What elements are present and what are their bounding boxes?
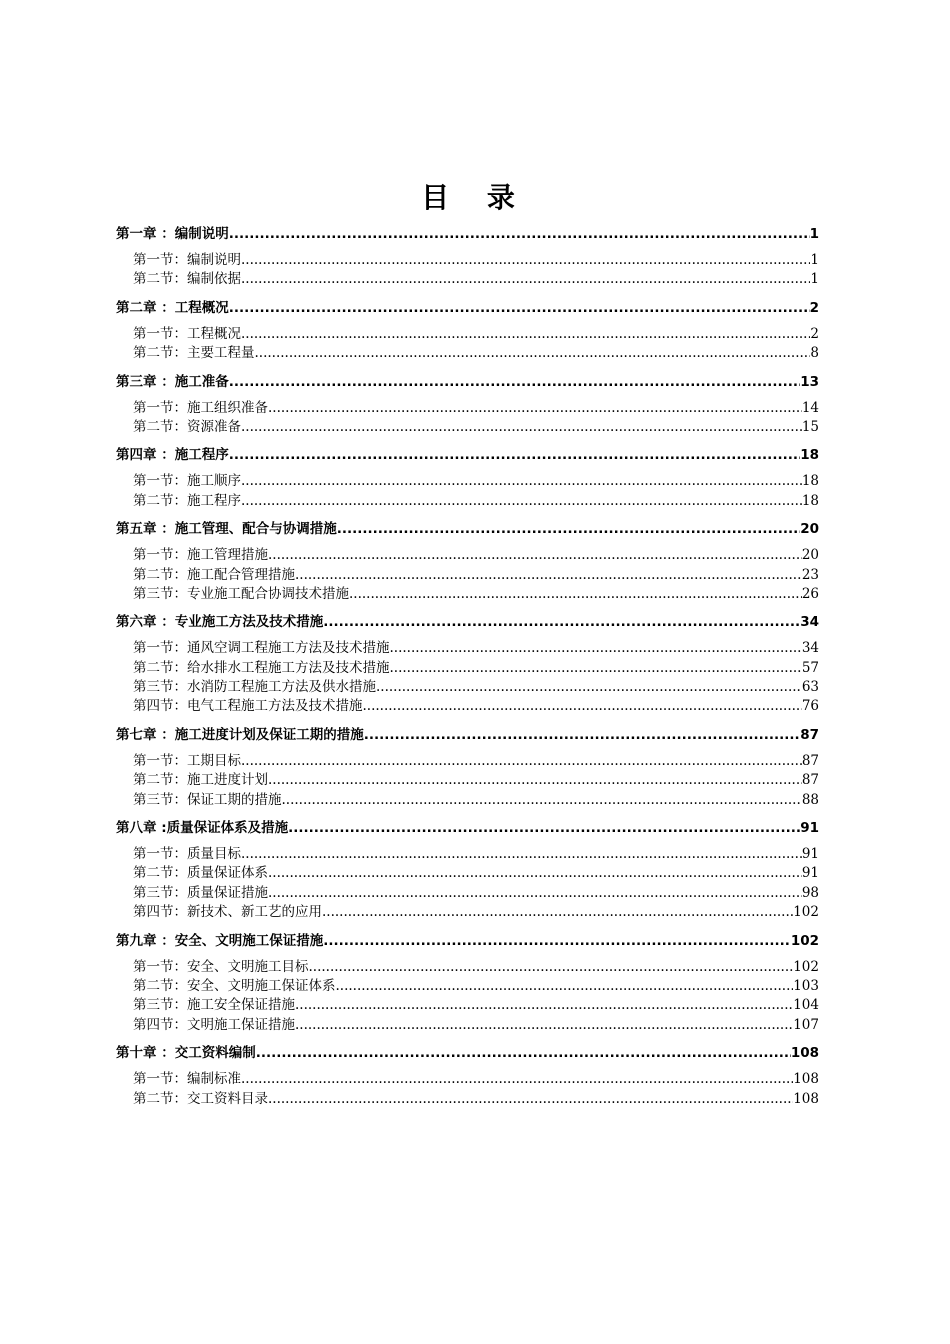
- chapter-page-number: 91: [800, 820, 819, 837]
- toc-chapter-entry[interactable]: [116, 296, 819, 320]
- section-title: 第二节：施工配合管理措施: [133, 566, 295, 583]
- table-of-contents: [116, 222, 819, 1109]
- toc-section-entry[interactable]: [116, 903, 819, 922]
- dot-leader: [322, 903, 793, 922]
- dot-leader: [241, 325, 810, 344]
- dot-leader: [295, 996, 793, 1015]
- section-title: 第三节：专业施工配合协调技术措施: [133, 585, 349, 602]
- toc-section-entry[interactable]: [116, 344, 819, 363]
- dot-leader: [288, 816, 800, 840]
- dot-leader: [282, 791, 802, 810]
- chapter-page-number: 2: [809, 299, 819, 316]
- toc-section-entry[interactable]: [116, 791, 819, 810]
- toc-section-entry[interactable]: [116, 270, 819, 289]
- dot-leader: [256, 1041, 791, 1065]
- section-page-number: 63: [801, 679, 819, 696]
- toc-section-entry[interactable]: [116, 639, 819, 658]
- section-title: 第一节：施工管理措施: [133, 547, 268, 564]
- section-page-number: 108: [793, 1071, 819, 1088]
- section-title: 第一节：通风空调工程施工方法及技术措施: [133, 640, 390, 657]
- section-page-number: 91: [801, 846, 819, 863]
- section-page-number: 1: [810, 252, 819, 268]
- dot-leader: [295, 566, 802, 585]
- toc-chapter-entry[interactable]: [116, 1041, 819, 1065]
- chapter-page-number: 108: [790, 1045, 819, 1062]
- toc-section-entry[interactable]: [116, 771, 819, 790]
- section-page-number: 15: [801, 418, 819, 435]
- dot-leader: [376, 678, 802, 697]
- section-title: 第一节：编制标准: [133, 1071, 241, 1088]
- section-page-number: 108: [793, 1090, 819, 1107]
- toc-section-entry[interactable]: [116, 325, 819, 344]
- dot-leader: [390, 659, 802, 678]
- section-page-number: 88: [801, 791, 819, 808]
- section-page-number: 57: [801, 659, 819, 676]
- section-page-number: 1: [810, 271, 819, 288]
- chapter-page-number: 102: [790, 932, 819, 949]
- toc-section-entry[interactable]: [116, 958, 819, 977]
- dot-leader: [241, 1070, 793, 1089]
- toc-section-entry[interactable]: [116, 472, 819, 491]
- chapter-title: 第八章 :质量保证体系及措施: [116, 820, 289, 837]
- dot-leader: [255, 344, 811, 363]
- chapter-page-number: 18: [800, 447, 819, 464]
- dot-leader: [241, 752, 802, 771]
- section-title: 第三节：保证工期的措施: [133, 791, 282, 808]
- dot-leader: [268, 1090, 793, 1109]
- section-title: 第二节：交工资料目录: [133, 1090, 268, 1107]
- toc-section-entry[interactable]: [116, 1016, 819, 1035]
- section-title: 第二节：质量保证体系: [133, 865, 268, 882]
- toc-section-entry[interactable]: [116, 977, 819, 996]
- section-title: 第一节：安全、文明施工目标: [133, 958, 309, 975]
- chapter-title: 第六章 ：专业施工方法及技术措施: [116, 614, 324, 631]
- section-title: 第二节：资源准备: [133, 418, 241, 435]
- chapter-title: 第四章 ：施工程序: [116, 447, 229, 464]
- toc-chapter-entry[interactable]: [116, 816, 819, 840]
- section-page-number: 34: [801, 640, 819, 657]
- dot-leader: [349, 585, 802, 604]
- toc-section-entry[interactable]: [116, 566, 819, 585]
- toc-section-entry[interactable]: [116, 996, 819, 1015]
- section-page-number: 102: [793, 958, 819, 975]
- dot-leader: [241, 492, 802, 511]
- dot-leader: [241, 270, 810, 289]
- section-page-number: 87: [801, 772, 819, 789]
- dot-leader: [229, 443, 801, 467]
- chapter-title: 第三章 ：施工准备: [116, 373, 229, 390]
- chapter-title: 第十章 ：交工资料编制: [116, 1045, 256, 1062]
- section-title: 第一节：施工顺序: [133, 473, 241, 490]
- chapter-title: 第一章 ：编制说明: [116, 226, 229, 242]
- chapter-title: 第五章 ：施工管理、配合与协调措施: [116, 521, 337, 538]
- chapter-page-number: 13: [800, 373, 819, 390]
- section-page-number: 91: [801, 865, 819, 882]
- section-title: 第四节：电气工程施工方法及技术措施: [133, 698, 363, 715]
- dot-leader: [268, 864, 802, 883]
- toc-chapter-entry[interactable]: [116, 723, 819, 747]
- toc-section-entry[interactable]: [116, 418, 819, 437]
- section-title: 第二节：安全、文明施工保证体系: [133, 977, 336, 994]
- section-title: 第四节：文明施工保证措施: [133, 1016, 295, 1033]
- section-page-number: 102: [793, 904, 819, 921]
- dot-leader: [229, 296, 810, 320]
- section-title: 第一节：工期目标: [133, 752, 241, 769]
- dot-leader: [268, 884, 802, 903]
- dot-leader: [241, 472, 802, 491]
- toc-chapter-entry[interactable]: [116, 517, 819, 541]
- section-title: 第四节：新技术、新工艺的应用: [133, 904, 322, 921]
- dot-leader: [337, 517, 801, 541]
- section-page-number: 26: [801, 585, 819, 602]
- section-title: 第二节：施工进度计划: [133, 772, 268, 789]
- section-title: 第三节：水消防工程施工方法及供水措施: [133, 679, 376, 696]
- toc-chapter-entry[interactable]: [116, 443, 819, 467]
- dot-leader: [268, 546, 802, 565]
- dot-leader: [241, 418, 802, 437]
- toc-section-entry[interactable]: [116, 1090, 819, 1109]
- dot-leader: [323, 610, 800, 634]
- dot-leader: [364, 723, 801, 747]
- chapter-page-number: 1: [809, 226, 819, 242]
- toc-section-entry[interactable]: [116, 659, 819, 678]
- section-title: 第二节：主要工程量: [133, 345, 255, 362]
- section-page-number: 18: [801, 473, 819, 490]
- toc-section-entry[interactable]: [116, 585, 819, 604]
- toc-section-entry[interactable]: [116, 399, 819, 418]
- dot-leader: [323, 929, 791, 953]
- toc-section-entry[interactable]: [116, 678, 819, 697]
- toc-chapter-entry[interactable]: [116, 222, 819, 246]
- section-title: 第三节：施工安全保证措施: [133, 997, 295, 1014]
- section-title: 第一节：编制说明: [133, 252, 241, 268]
- section-page-number: 20: [801, 547, 819, 564]
- toc-section-entry[interactable]: [116, 1070, 819, 1089]
- toc-section-entry[interactable]: [116, 752, 819, 771]
- chapter-title: 第七章 ：施工进度计划及保证工期的措施: [116, 726, 364, 743]
- dot-leader: [241, 845, 802, 864]
- toc-section-entry[interactable]: [116, 884, 819, 903]
- section-title: 第二节：给水排水工程施工方法及技术措施: [133, 659, 390, 676]
- dot-leader: [363, 697, 802, 716]
- chapter-title: 第二章 ：工程概况: [116, 299, 229, 316]
- section-title: 第一节：工程概况: [133, 325, 241, 342]
- section-page-number: 8: [810, 345, 819, 362]
- dot-leader: [229, 370, 801, 394]
- toc-section-entry[interactable]: [116, 546, 819, 565]
- section-page-number: 104: [793, 997, 819, 1014]
- toc-chapter-entry[interactable]: [116, 610, 819, 634]
- toc-chapter-entry[interactable]: [116, 370, 819, 394]
- section-page-number: 107: [793, 1016, 819, 1033]
- dot-leader: [309, 958, 794, 977]
- section-page-number: 14: [801, 399, 819, 416]
- section-page-number: 87: [801, 752, 819, 769]
- dot-leader: [229, 222, 810, 246]
- toc-section-entry[interactable]: [116, 845, 819, 864]
- dot-leader: [336, 977, 794, 996]
- toc-title: 目 录: [421, 181, 529, 214]
- dot-leader: [390, 639, 802, 658]
- chapter-page-number: 34: [800, 614, 819, 631]
- dot-leader: [241, 251, 810, 270]
- chapter-title: 第九章 ：安全、文明施工保证措施: [116, 932, 324, 949]
- dot-leader: [268, 399, 802, 418]
- section-page-number: 18: [801, 492, 819, 509]
- section-page-number: 23: [801, 566, 819, 583]
- section-title: 第一节：施工组织准备: [133, 399, 268, 416]
- toc-section-entry[interactable]: [116, 251, 819, 270]
- section-page-number: 103: [793, 977, 819, 994]
- chapter-page-number: 20: [800, 521, 819, 538]
- chapter-page-number: 87: [800, 726, 819, 743]
- dot-leader: [268, 771, 802, 790]
- section-page-number: 2: [810, 325, 819, 342]
- dot-leader: [295, 1016, 793, 1035]
- section-title: 第二节：编制依据: [133, 271, 241, 288]
- section-title: 第一节：质量目标: [133, 846, 241, 863]
- section-page-number: 98: [801, 884, 819, 901]
- section-title: 第三节：质量保证措施: [133, 884, 268, 901]
- toc-chapter-entry[interactable]: [116, 929, 819, 953]
- toc-section-entry[interactable]: [116, 864, 819, 883]
- toc-section-entry[interactable]: [116, 492, 819, 511]
- section-page-number: 76: [801, 698, 819, 715]
- section-title: 第二节：施工程序: [133, 492, 241, 509]
- toc-section-entry[interactable]: [116, 697, 819, 716]
